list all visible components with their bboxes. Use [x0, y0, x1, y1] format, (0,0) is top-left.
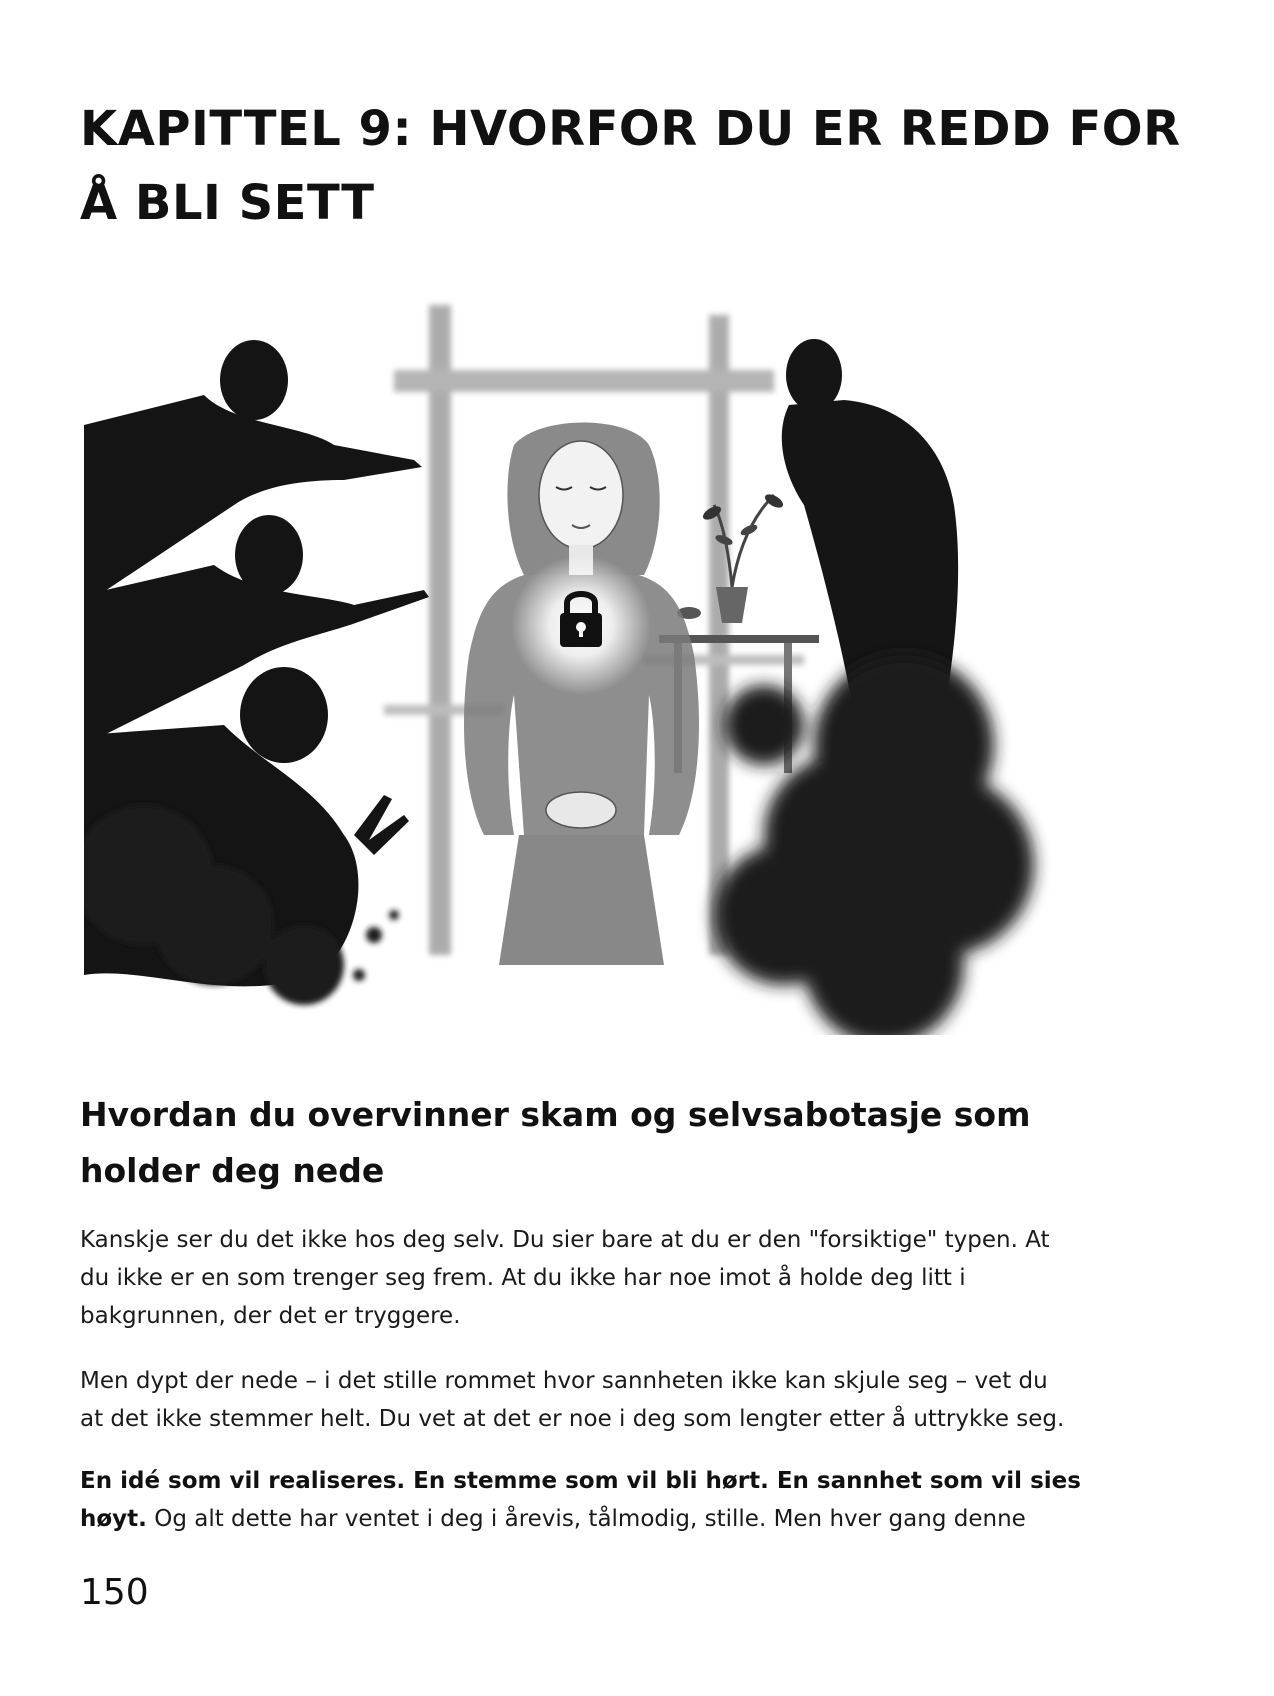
central-woman — [464, 423, 699, 966]
paragraph-1 — [80, 1221, 1190, 1335]
chapter-title-line-2: Å BLI SETT — [80, 175, 375, 231]
ink-cloud-right — [714, 655, 1034, 1035]
chapter-title-line-1: KAPITTEL 9: HVORFOR DU ER REDD FOR — [80, 101, 1181, 157]
paragraph-1-line-1: Kanskje ser du det ikke hos deg selv. Du sier bare at du er den "forsiktige" typen. At — [80, 1227, 1050, 1253]
paragraph-2-line-2: at det ikke stemmer helt. Du vet at det er noe i deg som lengter etter å uttrykke seg. — [80, 1406, 1065, 1432]
paragraph-2 — [80, 1362, 1190, 1438]
paragraph-1-line-3: bakgrunnen, der det er tryggere. — [80, 1303, 461, 1329]
ink-illustration-svg — [84, 275, 1114, 1035]
chapter-title — [80, 92, 1190, 240]
paragraph-3 — [80, 1462, 1190, 1538]
paragraph-3-bold-line-1: En idé som vil realiseres. En stemme som vil bli hørt. En sannhet som vil sies — [80, 1468, 1081, 1494]
paragraph-3-line-2: Og alt dette har ventet i deg i årevis, tålmodig, stille. Men hver gang denne — [146, 1506, 1026, 1532]
page-number: 150 — [80, 1572, 149, 1613]
paragraph-1-line-2: du ikke er en som trenger seg frem. At du ikke har noe imot å holde deg litt i — [80, 1265, 966, 1291]
section-subtitle-line-1: Hvordan du overvinner skam og selvsabotasje som — [80, 1095, 1031, 1134]
shadow-figure-right — [782, 339, 958, 715]
chapter-illustration — [84, 275, 1114, 1035]
section-subtitle — [80, 1087, 1190, 1199]
paragraph-3-bold-start: høyt. — [80, 1506, 147, 1532]
section-subtitle-line-2: holder deg nede — [80, 1151, 385, 1190]
paragraph-2-line-1: Men dypt der nede – i det stille rommet hvor sannheten ikke kan skjule seg – vet du — [80, 1368, 1048, 1394]
